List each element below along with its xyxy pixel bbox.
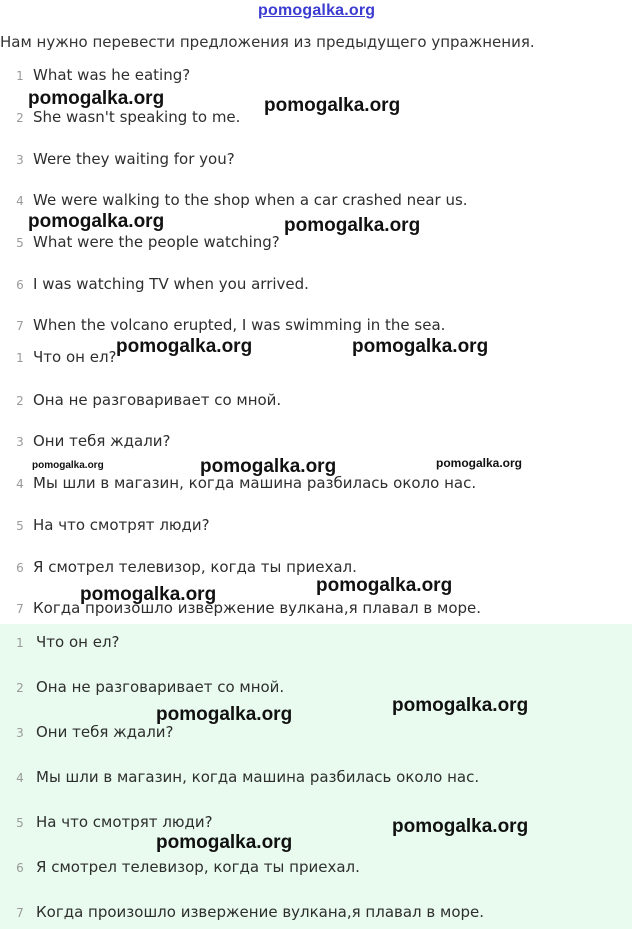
- item-number: 2: [16, 111, 24, 125]
- watermark: pomogalka.org: [32, 460, 104, 471]
- item-number: 4: [16, 771, 24, 785]
- watermark: pomogalka.org: [200, 456, 337, 477]
- item-number: 4: [16, 477, 24, 491]
- watermark: pomogalka.org: [436, 456, 523, 470]
- item-text: When the volcano erupted, I was swimming in the sea.: [33, 316, 446, 334]
- item-number: 5: [16, 236, 24, 250]
- item-number: 7: [16, 906, 24, 920]
- item-text: Они тебя ждали?: [36, 723, 174, 741]
- answer-panel: [0, 624, 632, 929]
- item-text: What were the people watching?: [33, 233, 280, 251]
- item-number: 1: [16, 69, 24, 83]
- item-text: Она не разговаривает со мной.: [36, 678, 285, 696]
- instruction-text: Нам нужно перевести предложения из предыдущего упражнения.: [0, 33, 535, 51]
- item-text: Мы шли в магазин, когда машина разбилась около нас.: [33, 474, 477, 492]
- site-link[interactable]: pomogalka.org: [258, 2, 376, 19]
- item-text: She wasn't speaking to me.: [33, 108, 241, 126]
- item-text: Were they waiting for you?: [33, 150, 235, 168]
- item-number: 7: [16, 602, 24, 616]
- item-number: 6: [16, 861, 24, 875]
- item-text: I was watching TV when you arrived.: [33, 275, 309, 293]
- item-text: Я смотрел телевизор, когда ты приехал.: [36, 858, 360, 876]
- item-text: На что смотрят люди?: [36, 813, 213, 831]
- watermark: pomogalka.org: [284, 215, 421, 236]
- item-number: 5: [16, 519, 24, 533]
- item-number: 2: [16, 394, 24, 408]
- watermark: pomogalka.org: [264, 95, 401, 116]
- item-number: 6: [16, 561, 24, 575]
- item-text: Я смотрел телевизор, когда ты приехал.: [33, 558, 357, 576]
- item-text: Когда произошло извержение вулкана,я плавал в море.: [33, 599, 482, 617]
- item-number: 7: [16, 319, 24, 333]
- watermark: pomogalka.org: [392, 695, 529, 716]
- item-number: 6: [16, 278, 24, 292]
- item-text: Что он ел?: [33, 348, 117, 366]
- watermark: pomogalka.org: [116, 336, 253, 357]
- watermark: pomogalka.org: [156, 832, 293, 853]
- item-number: 4: [16, 194, 24, 208]
- watermark: pomogalka.org: [28, 88, 165, 109]
- item-number: 5: [16, 816, 24, 830]
- item-number: 1: [16, 351, 24, 365]
- watermark: pomogalka.org: [28, 211, 165, 232]
- item-text: Она не разговаривает со мной.: [33, 391, 282, 409]
- item-number: 3: [16, 726, 24, 740]
- item-text: Когда произошло извержение вулкана,я плавал в море.: [36, 903, 485, 921]
- item-text: What was he eating?: [33, 66, 191, 84]
- watermark: pomogalka.org: [80, 584, 217, 605]
- item-text: Они тебя ждали?: [33, 432, 171, 450]
- item-text: We were walking to the shop when a car crashed near us.: [33, 191, 468, 209]
- item-text: Что он ел?: [36, 633, 120, 651]
- item-number: 3: [16, 435, 24, 449]
- watermark: pomogalka.org: [392, 816, 529, 837]
- watermark: pomogalka.org: [156, 704, 293, 725]
- item-number: 2: [16, 681, 24, 695]
- item-number: 1: [16, 636, 24, 650]
- watermark: pomogalka.org: [352, 336, 489, 357]
- item-text: На что смотрят люди?: [33, 516, 210, 534]
- item-number: 3: [16, 153, 24, 167]
- watermark: pomogalka.org: [316, 575, 453, 596]
- item-text: Мы шли в магазин, когда машина разбилась около нас.: [36, 768, 480, 786]
